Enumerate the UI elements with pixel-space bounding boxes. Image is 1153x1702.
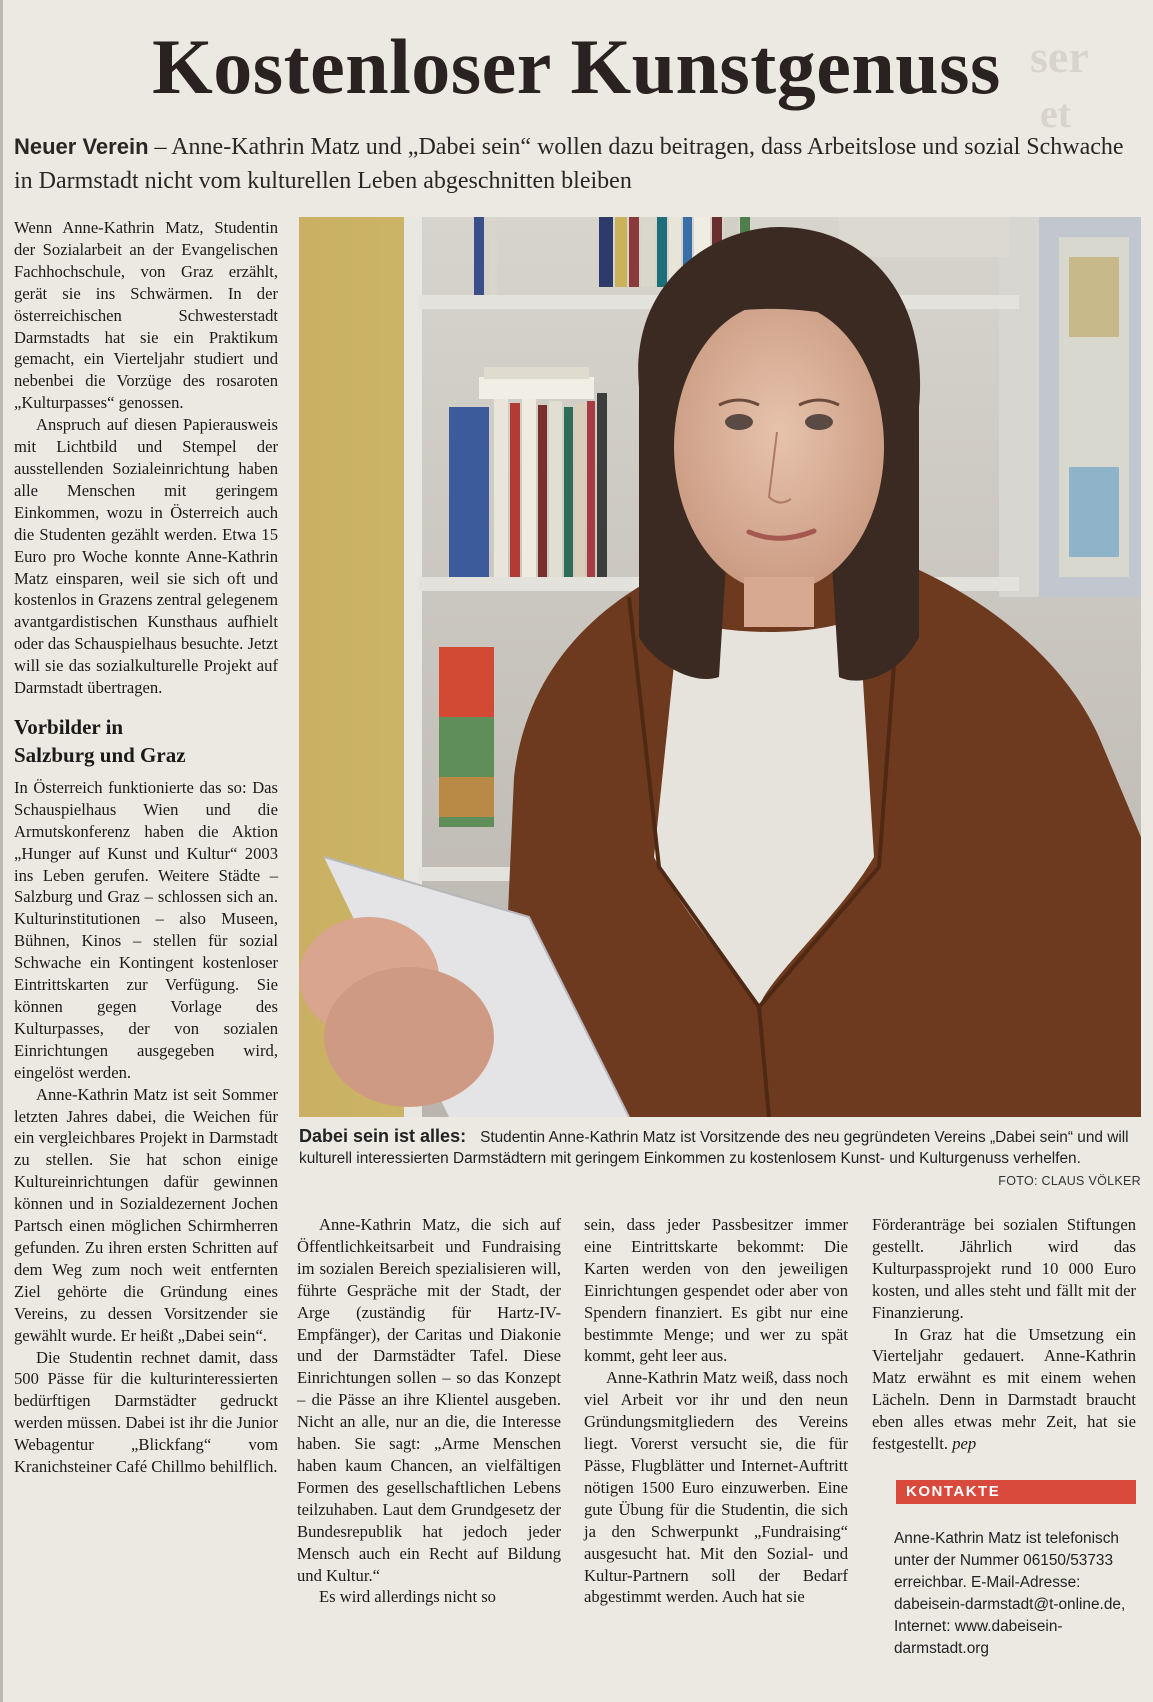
article-column-1	[14, 217, 278, 1478]
page-edge-rule	[0, 0, 3, 1702]
subhead	[14, 130, 1144, 198]
article-paragraph: Förderanträge bei sozialen Stiftungen gestellt. Jährlich wird das Kulturpassprojekt rund 10 000 Euro kosten, und alles steht und fällt mit der Finanzierung.	[872, 1215, 1136, 1322]
section-subheading: Vorbilder in Salzburg und Graz	[14, 714, 186, 767]
subhead-dash: –	[148, 134, 172, 160]
headline: Kostenloser Kunstgenuss	[152, 23, 1001, 110]
article-photo	[299, 217, 1141, 1117]
photo-credit: FOTO: CLAUS VÖLKER	[998, 1174, 1141, 1188]
bleed-through-text: ser	[1030, 31, 1089, 82]
subhead-kicker: Neuer Verein	[14, 134, 149, 159]
article-paragraph: Die Studentin rechnet damit, dass 500 Pässe für die kulturinteressierten bedürftigen Darmstädter gedruckt werden müssen. Dabei ist ihr die Junior Webagentur „Blickfang“ vom Kranichsteiner Café Chillmo behilflich.	[14, 1347, 278, 1477]
subhead-text: Anne-Kathrin Matz und „Dabei sein“ wollen dazu beitragen, dass Arbeitslose und sozial Schwache in Darmstadt nicht vom kulturellen Leben abgeschnitten bleiben	[14, 134, 1124, 194]
article-paragraph: Wenn Anne-Kathrin Matz, Studentin der Sozialarbeit an der Evangelischen Fachhochschule, von Graz erzählt, gerät sie ins Schwärmen. In der österreichischen Schwesterstadt Darmstadts hat sie ein Praktikum gemacht, ein Vierteljahr studiert und nebenbei die Vorzüge des rosaroten „Kulturpasses“ genossen.	[14, 218, 278, 413]
author-signature: pep	[952, 1434, 977, 1454]
article-column-4	[872, 1214, 1136, 1455]
kontakte-text: Anne-Kathrin Matz ist telefonisch unter der Nummer 06150/53733 erreichbar. E-Mail-Adresse: dabeisein-darmstadt@t-online.de, Internet: www.dabeisein-darmstadt.org	[894, 1530, 1126, 1657]
article-paragraph: Anspruch auf diesen Papierausweis mit Lichtbild und Stempel der ausstellenden Sozialeinrichtung haben alle Menschen mit geringem Einkommen, wozu in Österreich auch die Studenten gezählt werden. Etwa 15 Euro pro Woche konnte Anne-Kathrin Matz einsparen, weil sie sich oft und kostenlos in Grazens zentral gelegenem avantgardistischen Kunsthaus aufhielt oder das Schauspielhaus besuchte. Jetzt will sie das sozialkulturelle Projekt auf Darmstadt übertragen.	[14, 415, 278, 698]
photo-illustration	[299, 217, 1141, 1117]
photo-caption	[299, 1126, 1141, 1169]
caption-text: Studentin Anne-Kathrin Matz ist Vorsitzende des neu gegründeten Vereins „Dabei sein“ und will kulturell interessierten Darmstädtern mit geringem Einkommen zu kostenlosem Kunst- und Kulturgenuss verhelfen.	[299, 1129, 1129, 1167]
kontakte-heading: KONTAKTE	[896, 1480, 1136, 1504]
article-paragraph: In Graz hat die Umsetzung ein Vierteljahr gedauert. Anne-Kathrin Matz erwähnt es mit einem wehen Lächeln. Denn in Darmstadt braucht eben alles etwas mehr Zeit, hat sie festgestellt. pep	[872, 1324, 1136, 1454]
article-paragraph: Es wird allerdings nicht so	[319, 1587, 496, 1607]
bleed-through-text: et	[1040, 91, 1072, 136]
article-paragraph: Anne-Kathrin Matz ist seit Sommer letzten Jahres dabei, die Weichen für ein vergleichbares Projekt in Darmstadt zu stellen. Sie hat schon einige Kultureinrichtungen dafür gewinnen können und in Sozialdezernent Jochen Partsch einen möglichen Schirmherren gefunden. Zu ihren ersten Schritten auf dem Weg zum noch weit entfernten Ziel gehörte die Gründung eines Vereins, zu dessen Vorsitzender sie gewählt wurde. Er heißt „Dabei sein“.	[14, 1084, 278, 1345]
books-bottom-shelf	[439, 647, 494, 827]
caption-label: Dabei sein ist alles:	[299, 1126, 467, 1146]
article-column-2	[297, 1214, 561, 1608]
article-paragraph: In Österreich funktionierte das so: Das Schauspielhaus Wien und die Armutskonferenz haben die Aktion „Hunger auf Kunst und Kultur“ 2003 ins Leben gerufen. Weitere Städte – Salzburg und Graz – schlossen sich an. Kulturinstitutionen – also Museen, Bühnen, Kinos – stellen für sozial Schwache ein Kontingent kostenloser Eintrittskarten zur Verfügung. Sie können gegen Vorlage des Kulturpasses, der von sozialen Einrichtungen ausgegeben wird, eingelöst werden.	[14, 777, 278, 1082]
article-paragraph: Anne-Kathrin Matz weiß, dass noch viel Arbeit vor ihr und den neun Gründungsmitgliedern des Vereins liegt. Vorerst versucht sie, die für Pässe, Flugblätter und Internet-Auftritt nötigen 1500 Euro einzuwerben. Eine gute Übung für die Studentin, die sich ja den Schwerpunkt „Fundraising“ ausgesucht hat. Mit den Sozial- und Kultur-Partnern soll der Bedarf abgestimmt werden. Auch hat sie	[584, 1368, 848, 1607]
article-paragraph: sein, dass jeder Passbesitzer immer eine Eintrittskarte bekommt: Die Karten werden von den jeweiligen Einrichtungen gespendet oder aber von Spendern finanziert. Es gibt nur eine bestimmte Menge; und wer zu spät kommt, geht leer aus.	[584, 1215, 848, 1366]
article-paragraph: Anne-Kathrin Matz, die sich auf Öffentlichkeitsarbeit und Fundraising im sozialen Bereich spezialisieren will, führte Gespräche mit der Stadt, der Arge (zuständig für Hartz-IV-Empfänger), der Caritas und Diakonie und der Darmstädter Tafel. Diese Einrichtungen sollen – so das Konzept – die Pässe an ihre Klientel ausgeben. Nicht an alle, nur an die, die Interesse haben. Sie sagt: „Arme Menschen haben kaum Chancen, an vielfältigen Formen des gesellschaftlichen Lebens teilzuhaben. Laut dem Grundgesetz der Bundesrepublik hat jedoch jeder Mensch auch ein Recht auf Bildung und Kultur.“	[297, 1215, 561, 1585]
article-column-3	[584, 1214, 848, 1608]
